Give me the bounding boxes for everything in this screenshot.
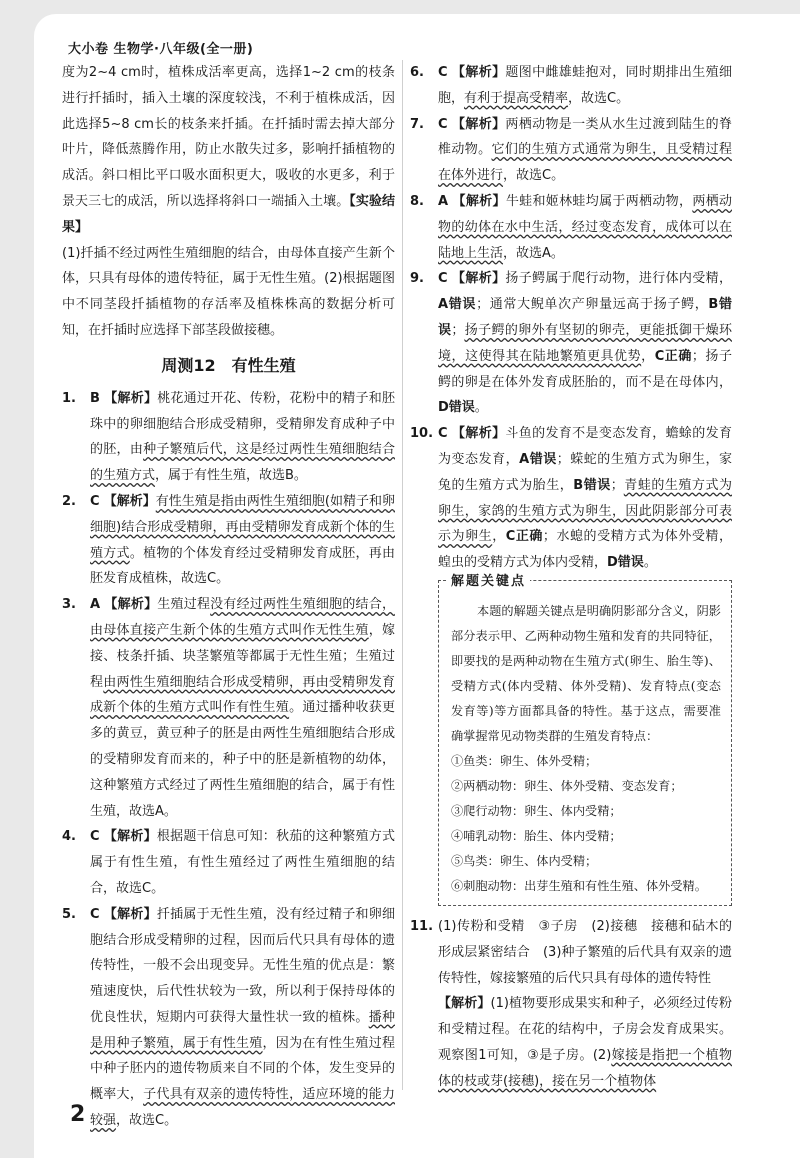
text-span: ，故选A。 (503, 245, 564, 261)
item-number: 9. (410, 271, 424, 287)
answer-item-10 (410, 421, 732, 576)
analysis-tag: 【解析】 (452, 426, 506, 442)
answer-letter: C (90, 829, 100, 845)
judgement-label: D错误 (438, 400, 475, 416)
answer-letter: B (90, 390, 100, 406)
answer-item-2 (62, 489, 395, 592)
key-point-line: ②两栖动物：卵生、体外受精、变态发育； (451, 778, 683, 793)
analysis-tag: 【解析】 (103, 493, 156, 509)
text-span: 生殖过程 (157, 597, 211, 613)
key-underline: 扬子鳄的卵外有坚韧的卵壳，更能抵御干燥环境，这使得其在陆地繁殖更具优势 (438, 322, 732, 364)
text-span: 桃花通过开花、传粉，花粉中的精子和胚珠中的卵细胞结合形成受精卵，受精卵发育成种子中的胚，由 (90, 390, 395, 458)
item-number: 3. (62, 597, 76, 613)
answer-item-11 (410, 914, 732, 1095)
text-span: (1)扦插不经过两性生殖细胞的结合，由母体直接产生新个体，只具有母体的遗传特征，属于无性生殖。(2)根据题图中不同茎段扦插植物的存活率及植株株高的数据分析可知，在扦插时应选择下部茎段做接穗。 (62, 245, 395, 338)
key-underline: 青蛙的生殖方式为卵生，家鸽的生殖方式为卵生，因此阴影部分可表示为卵生 (438, 477, 732, 545)
right-column (410, 60, 732, 1095)
key-point-line: ③爬行动物：卵生、体内受精； (451, 803, 622, 818)
answer-item-1 (62, 386, 395, 489)
text-span: 。 (474, 400, 488, 416)
judgement-label: D错误 (607, 555, 644, 571)
analysis-tag: 【解析】 (104, 597, 158, 613)
key-point-line: ⑤鸟类：卵生、体内受精； (451, 853, 598, 868)
key-point-line: ①鱼类：卵生、体外受精； (451, 753, 598, 768)
judgement-label: B错误 (573, 477, 611, 493)
key-underline: 由两性生殖细胞结合形成受精卵，再由受精卵发育成新个体的生殖方式叫作有性生殖 (90, 674, 395, 716)
text-span: 扬子鳄属于爬行动物，进行体内受精， (505, 271, 732, 287)
answer-item-8 (410, 189, 732, 266)
item-number: 8. (410, 193, 424, 209)
text-span: (1)植物要形成果实和种子，必须经过传粉和受精过程。在花的结构中，子房会发育成果实。观察图1可知，③是子房。(2) (438, 996, 732, 1063)
key-underline: 有性生殖是指由两性生殖细胞(如精子和卵细胞)结合形成受精卵，再由受精卵发育成新个体的生殖方式 (90, 493, 395, 561)
item-number: 5. (62, 906, 76, 922)
text-span: ；蝾蛇的生殖方式为卵生，家兔的生殖方式为胎生， (438, 451, 732, 493)
item-number: 4. (62, 829, 76, 845)
key-underline: 子代具有双亲的遗传特性，适应环境的能力较强 (90, 1087, 395, 1129)
text-span: 题图中雌雄蛙抱对，同时期排出生殖细胞， (438, 65, 732, 106)
text-span: 斗鱼的发育不是变态发育，蟾蜍的发育为变态发育， (438, 426, 732, 467)
answer-item-9: 9. C 【解析】扬子鳄属于爬行动物，进行体内受精，A错误；通常大鲵单次产卵量远高于扬子鳄，B错误；扬子鳄的卵外有坚韧的卵壳，更能抵御干燥环境，这使得其在陆地繁殖更具优势，C正确；扬子鳄的卵是在体外发育成胚胎的，而不是在母体内，D错误。 (410, 266, 732, 421)
column-divider (402, 60, 403, 1090)
text-span: ，故选C。 (568, 90, 630, 106)
text-span: 两栖动物是一类从水生过渡到陆生的脊椎动物。 (438, 116, 732, 158)
answer-letter: C (438, 116, 448, 132)
text-span: ；水螅的受精方式为体外受精，蝗虫的受精方式为体内受精， (438, 529, 732, 571)
text-span: ； (610, 477, 624, 493)
answer-letter: C (438, 271, 448, 287)
text-span: 扦插属于无性生殖，没有经过精子和卵细胞结合形成受精卵的过程，因而后代只具有母体的遗传特性，一般不会出现变异。无性生殖的优点是：繁殖速度快，后代性状较为一致，所以利于保持母体的优良性状，短期内可获得大量性状一致的植株。 (90, 906, 395, 1025)
answer-item-7 (410, 112, 732, 189)
text-span: 根据题干信息可知：秋茄的这种繁殖方式属于有性生殖，有性生殖经过了两性生殖细胞的结合，故选C。 (90, 829, 395, 896)
continued-paragraph (62, 60, 395, 241)
analysis-tag: 【解析】 (438, 996, 491, 1012)
key-point-line: ④哺乳动物：胎生、体内受精； (451, 828, 622, 843)
key-underline: 嫁接是指把一个植物体的枝或芽(接穗)，接在另一个植物体 (438, 1047, 732, 1089)
answer-letter: C (438, 426, 448, 442)
text-span: ，故选C。 (503, 168, 565, 184)
key-point-box (438, 573, 732, 906)
key-point-intro: 本题的解题关键点是明确阴影部分含义，阴影部分表示甲、乙两种动物生殖和发育的共同特征，即要找的是两种动物在生殖方式(卵生、胎生等)、受精方式(体内受精、体外受精)、发育特点(变态发育等)等方面都具备的特性。基于这点，需要准确掌握常见动物类群的生殖发育特点： (451, 603, 721, 743)
text-span: ， (492, 529, 506, 545)
judgement-label: B错误 (438, 297, 732, 338)
experiment-result-label: 【实验结果】 (62, 193, 395, 235)
text-span: 牛蛙和姬林蛙均属于两栖动物， (505, 193, 693, 209)
key-underline: 播种是用种子繁殖，属于有性生殖 (90, 1009, 395, 1051)
key-underline: 没有经过两性生殖细胞的结合，由母体直接产生新个体的生殖方式叫作无性生殖 (90, 597, 395, 638)
item-number: 2. (62, 493, 76, 509)
text-span: ，故选C。 (116, 1113, 178, 1129)
text-span: ，嫁接、枝条扦插、块茎繁殖等都属于无性生殖；生殖过程 (90, 622, 395, 690)
judgement-label: A错误 (519, 451, 557, 467)
answer-letter: C (438, 65, 448, 80)
analysis-tag: 【解析】 (452, 271, 506, 287)
page-number: 2 (70, 1102, 86, 1127)
judgement-label: A错误 (438, 297, 477, 313)
judgement-label: C正确 (505, 529, 543, 545)
key-underline: 种子繁殖后代，这是经过两性生殖细胞结合的生殖方式 (90, 442, 395, 484)
answer-letter: C (90, 493, 100, 509)
key-point-line: ⑥刺胞动物：出芽生殖和有性生殖、体外受精。 (451, 878, 707, 893)
text-span: ，因为在有性生殖过程中种子胚内的遗传物质来自不同的个体，发生变异的概率大， (90, 1035, 395, 1103)
text-span: 度为2~4 cm时，植株成活率更高，选择1~2 cm的枝条进行扦插时，插入土壤的深度较浅，不利于植株成活，因此选择5~8 cm长的枝条来扦插。在扦插时需去掉大部分叶片，降低蒸腾作用，防止水散失过多，影响扦插植物的成活。斜口相比平口吸水面积更大，吸收的水更多，利于景天三七的成活，所以选择将斜口一端插入土壤。 (62, 65, 395, 209)
item-number: 11. (410, 918, 434, 934)
section-title: 周测12 有性生殖 (161, 355, 296, 375)
answer-letter: A (90, 597, 101, 613)
key-underline: 它们的生殖方式通常为卵生，且受精过程在体外进行 (438, 142, 732, 184)
running-header: 大小卷 生物学·八年级(全一册) (68, 42, 254, 57)
text-span: 。 (643, 555, 657, 571)
text-span: 。通过播种收获更多的黄豆，黄豆种子的胚是由两性生殖细胞结合形成的受精卵发育而来的，种子中的胚是新植物的幼体，这种繁殖方式经过了两性生殖细胞的结合，属于有性生殖，故选A。 (90, 700, 395, 819)
answer-item-6 (410, 60, 732, 112)
item-number: 1. (62, 390, 76, 406)
analysis-tag: 【解析】 (104, 390, 158, 406)
analysis-tag: 【解析】 (103, 906, 157, 922)
key-point-title: 解题关键点 (447, 570, 530, 589)
item-number: 7. (410, 116, 424, 132)
key-underline: 有利于提高受精率 (464, 90, 569, 106)
experiment-result-text (62, 241, 395, 344)
item-number: 10. (410, 426, 434, 442)
text-span: 。植物的个体发育经过受精卵发育成胚，再由胚发育成植株，故选C。 (90, 545, 395, 587)
answer-item-3 (62, 592, 395, 824)
judgement-label: C正确 (654, 348, 692, 364)
left-column (62, 60, 395, 1134)
analysis-tag: 【解析】 (452, 65, 506, 80)
item-11-answer: (1)传粉和受精 ③子房 (2)接穗 接穗和砧木的形成层紧密结合 (3)种子繁殖的后代具有双亲的遗传特性，嫁接繁殖的后代只具有母体的遗传特性 (438, 918, 732, 986)
answer-item-5 (62, 902, 395, 1134)
answer-item-4 (62, 824, 395, 901)
answer-letter: A (438, 193, 449, 209)
key-underline: 两栖动物的幼体在水中生活，经过变态发育，成体可以在陆地上生活 (438, 193, 732, 261)
text-span: ，属于有性生殖，故选B。 (155, 468, 307, 484)
analysis-tag: 【解析】 (452, 193, 506, 209)
text-span: ； (451, 322, 465, 338)
answer-letter: C (90, 906, 100, 922)
analysis-tag: 【解析】 (103, 829, 157, 845)
analysis-tag: 【解析】 (452, 116, 506, 132)
item-number: 6. (410, 65, 424, 80)
text-span: ；扬子鳄的卵是在体外发育成胚胎的，而不是在母体内， (438, 348, 732, 390)
text-span: ；通常大鲵单次产卵量远高于扬子鳄， (476, 297, 709, 313)
